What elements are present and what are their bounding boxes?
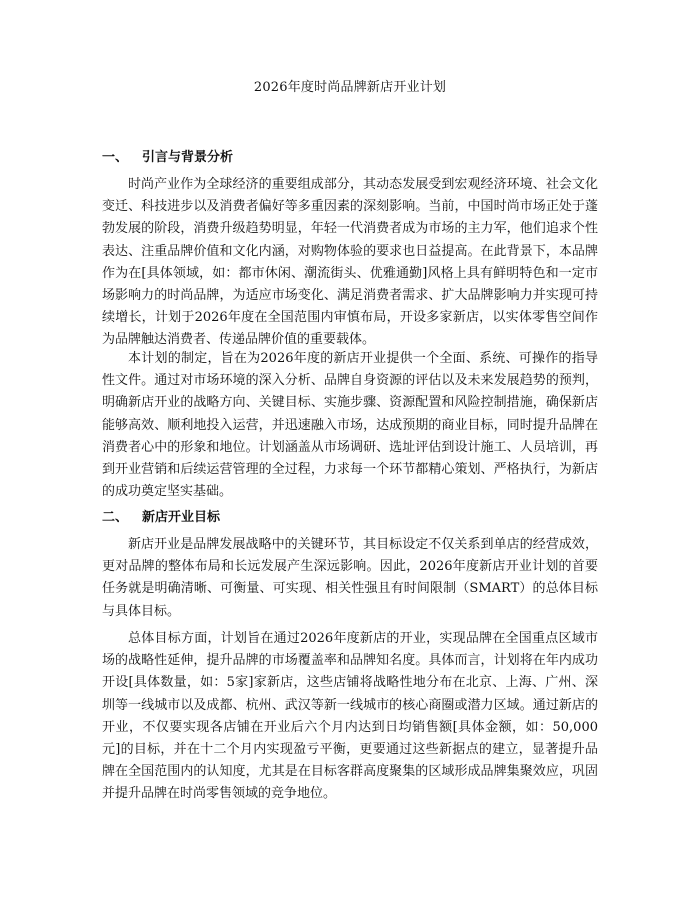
section-heading-2 [102,506,220,525]
section-heading-1 [102,146,233,165]
section-number: 一、 [102,150,129,165]
paragraph: 新店开业是品牌发展战略中的关键环节，其目标设定不仅关系到单店的经营成效，更对品牌的整体布局和长远发展产生深远影响。因此，2026年度新店开业计划的首要任务就是明确清晰、可衡量、可实现、相关性强且有时间限制（SMART）的总体目标与具体目标。 [102,537,598,619]
section-number: 二、 [102,510,129,525]
paragraph: 本计划的制定，旨在为2026年度的新店开业提供一个全面、系统、可操作的指导性文件。通过对市场环境的深入分析、品牌自身资源的评估以及未来发展趋势的预判，明确新店开业的战略方向、关键目标、实施步骤、资源配置和风险控制措施，确保新店能够高效、顺利地投入运营，并迅速融入市场，达成预期的商业目标，同时提升品牌在消费者心中的形象和地位。计划涵盖从市场调研、选址评估到设计施工、人员培训，再到开业营销和后续运营管理的全过程，力求每一个环节都精心策划、严格执行，为新店的成功奠定坚实基础。 [102,351,598,500]
paragraph: 总体目标方面，计划旨在通过2026年度新店的开业，实现品牌在全国重点区域市场的战略性延伸，提升品牌的市场覆盖率和品牌知名度。具体而言，计划将在年内成功开设[具体数量，如：5家]家新店，这些店铺将战略性地分布在北京、上海、广州、深圳等一线城市以及成都、杭州、武汉等新一线城市的核心商圈或潜力区域。通过新店的开业，不仅要实现各店铺在开业后六个月内达到日均销售额[具体金额，如：50,000元]的目标，并在十二个月内实现盈亏平衡，更要通过这些新据点的建立，显著提升品牌在全国范围内的认知度，尤其是在目标客群高度聚集的区域形成品牌集聚效应，巩固并提升品牌在时尚零售领域的竞争地位。 [102,631,598,802]
section-heading-text: 引言与背景分析 [142,150,234,165]
section-heading-text: 新店开业目标 [142,510,221,525]
document-title: 2026年度时尚品牌新店开业计划 [253,80,447,95]
paragraph: 时尚产业作为全球经济的重要组成部分，其动态发展受到宏观经济环境、社会文化变迁、科技进步以及消费者偏好等多重因素的深刻影响。当前，中国时尚市场正处于蓬勃发展的阶段，消费升级趋势明显，年轻一代消费者成为市场的主力军，他们追求个性表达、注重品牌价值和文化内涵，对购物体验的要求也日益提高。在此背景下，本品牌作为在[具体领域，如：都市休闲、潮流街头、优雅通勤]风格上具有鲜明特色和一定市场影响力的时尚品牌，为适应市场变化、满足消费者需求、扩大品牌影响力并实现可持续增长，计划于2026年度在全国范围内审慎布局，开设多家新店，以实体零售空间作为品牌触达消费者、传递品牌价值的重要载体。 [102,177,598,348]
